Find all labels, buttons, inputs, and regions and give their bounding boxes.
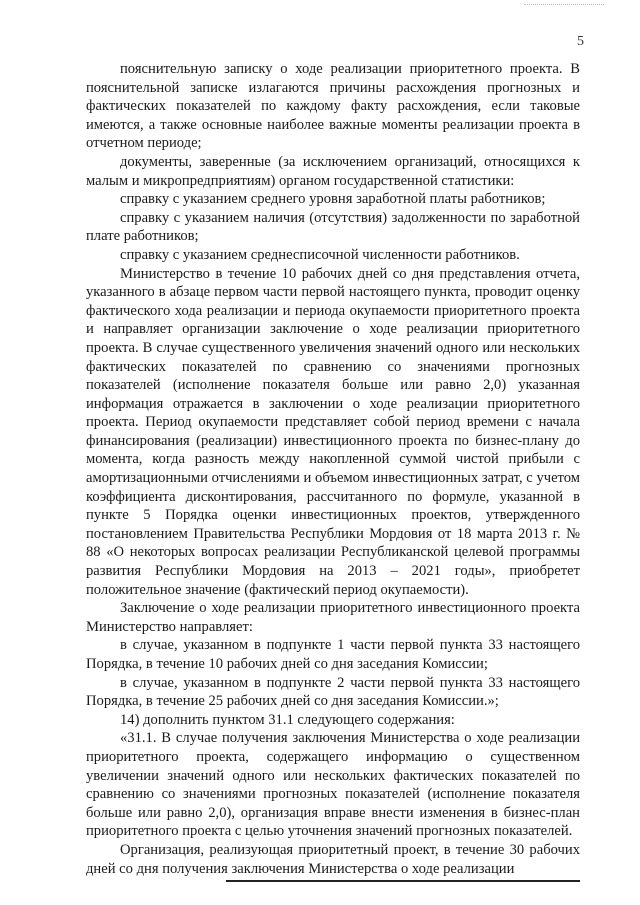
- paragraph: «31.1. В случае получения заключения Министерства о ходе реализации приоритетного проекта, содержащего информацию о существенном увеличении значений одного или нескольких фактических показателей по сравнению со значениями прогнозных показателей (исполнение показателя больше или равно 2,0), организация вправе внести изменения в бизнес-план приоритетного проекта с целью уточнения значений прогнозных показателей.: [86, 730, 580, 840]
- paragraph: Заключение о ходе реализации приоритетного инвестиционного проекта Министерство направляет:: [86, 600, 580, 635]
- paragraph: пояснительную записку о ходе реализации приоритетного проекта. В пояснительной записке излагаются причины расхождения прогнозных и фактических показателей по каждому факту расхождения, если таковые имеются, а также основные наиболее важные моменты реализации проекта в отчетном периоде;: [86, 61, 580, 152]
- paragraph: справку с указанием наличия (отсутствия) задолженности по заработной плате работников;: [86, 209, 580, 245]
- scan-artifact: [524, 4, 604, 6]
- document-body: [86, 60, 580, 878]
- paragraph: справку с указанием среднесписочной численности работников.: [120, 246, 520, 263]
- paragraph: в случае, указанном в подпункте 1 части первой пункта 33 настоящего Порядка, в течение 10 рабочих дней со дня заседания Комиссии;: [86, 637, 580, 672]
- paragraph: документы, заверенные (за исключением организаций, относящихся к малым и микропредприятиям) органом государственной статистики:: [86, 153, 580, 189]
- paragraph: в случае, указанном в подпункте 2 части первой пункта 33 настоящего Порядка, в течение 25 рабочих дней со дня заседания Комиссии.»;: [86, 674, 580, 710]
- paragraph: Организация, реализующая приоритетный проект, в течение 30 рабочих дней со дня получения заключения Министерства о ходе реализации: [86, 841, 580, 877]
- paragraph: Министерство в течение 10 рабочих дней со дня представления отчета, указанного в абзаце первом части первой настоящего пункта, проводит оценку фактического хода реализации и периода окупаемости приоритетного проекта и направляет организации заключение о ходе реализации приоритетного проекта. В случае существенного увеличения значений одного или нескольких фактических показателей по сравнению со значениями прогнозных показателей (исполнение показателя больше или равно 2,0) указанная информация отражается в заключении о ходе реализации приоритетного проекта. Период окупаемости представляет собой период времени с начала финансирования (реализации) инвестиционного проекта по бизнес-плану до момента, когда разность между накопленной суммой чистой прибыли с амортизационными отчислениями и объемом инвестиционных затрат, с учетом коэффициента дисконтирования, рассчитанного по формуле, указанной в пункте 5 Порядка оценки инвестиционных проектов, утвержденного постановлением Правительства Республики Мордовия от 18 марта 2013 г. № 88 «О некоторых вопросах реализации Республиканской целевой программы развития Республики Мордовия на 2013 – 2021 годы», приобретет положительное значение (фактический период окупаемости).: [86, 265, 580, 598]
- paragraph: справку с указанием среднего уровня заработной платы работников;: [120, 191, 546, 208]
- paragraph: 14) дополнить пунктом 31.1 следующего содержания:: [120, 711, 455, 728]
- bottom-rule: [226, 880, 580, 882]
- page-number: 5: [577, 34, 584, 49]
